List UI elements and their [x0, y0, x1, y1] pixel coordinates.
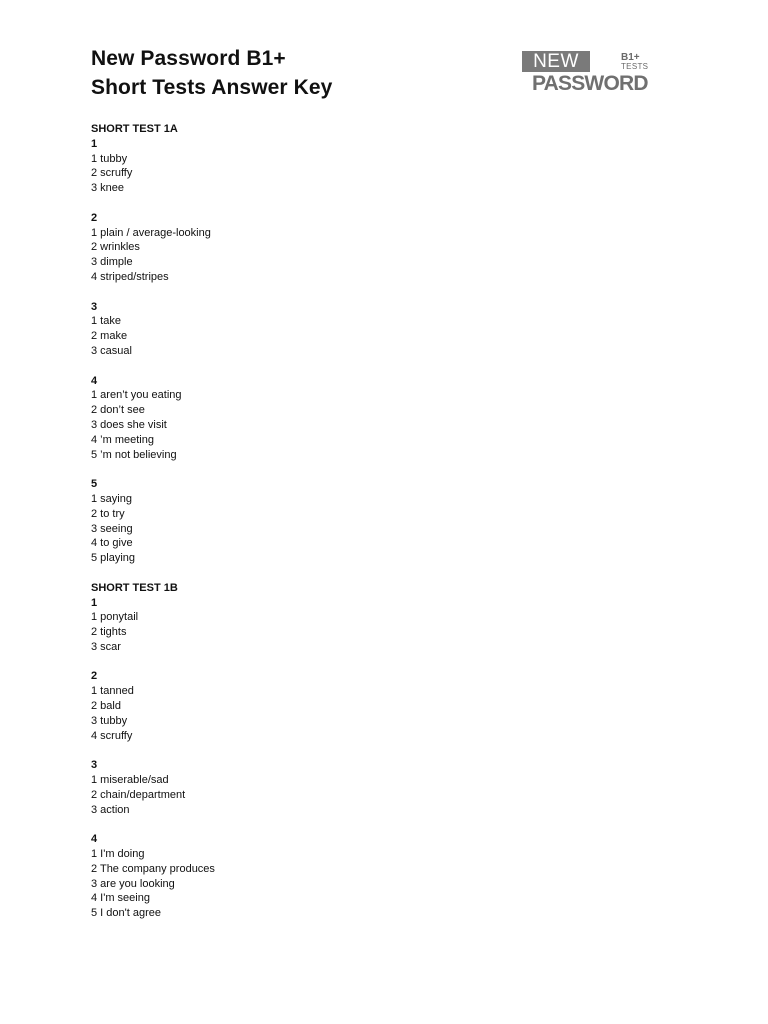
question-number: 3: [91, 300, 98, 313]
answer-line: 5 ’m not believing: [91, 448, 177, 461]
answer-line: 4 ’m meeting: [91, 433, 154, 446]
test-heading: SHORT TEST 1A: [91, 123, 178, 135]
answer-line: 2 tights: [91, 626, 127, 639]
answer-line: 1 saying: [91, 492, 132, 505]
answer-line: 2 make: [91, 330, 128, 343]
question-number: 5: [91, 478, 98, 491]
answer-line: 4 to give: [91, 537, 133, 550]
question-number: 4: [91, 374, 98, 387]
question-block: [91, 669, 511, 743]
answer-line: 1 tanned: [91, 685, 134, 698]
answer-line: 1 aren’t you eating: [91, 389, 182, 402]
answer-line: 1 plain / average-looking: [91, 226, 211, 239]
new-password-logo: [522, 51, 654, 95]
answer-line: 1 tubby: [91, 152, 128, 165]
question-number: 2: [91, 670, 98, 683]
question-block: [91, 137, 511, 196]
short-test-section: [91, 581, 511, 921]
answer-line: 3 dimple: [91, 256, 133, 269]
logo-level-text: B1+: [621, 52, 640, 63]
answer-line: 4 scruffy: [91, 729, 133, 742]
short-test-section: [91, 122, 511, 566]
question-number: 1: [91, 596, 98, 609]
answer-line: 3 tubby: [91, 714, 128, 727]
title-line-1: New Password B1+: [91, 47, 286, 70]
question-block: [91, 300, 511, 359]
question-number: 3: [91, 759, 98, 772]
logo-new-text: NEW: [522, 51, 590, 72]
answer-line: 3 does she visit: [91, 418, 167, 431]
question-number: 1: [91, 137, 98, 150]
question-block: [91, 832, 511, 921]
question-block: [91, 758, 511, 817]
question-block: [91, 211, 511, 285]
answer-line: 3 scar: [91, 640, 121, 653]
document-title: [91, 44, 511, 102]
question-number: 4: [91, 833, 98, 846]
answer-key-page: [91, 44, 511, 936]
answer-line: 1 miserable/sad: [91, 774, 169, 787]
question-block: [91, 374, 511, 463]
answer-line: 2 to try: [91, 507, 125, 520]
question-block: [91, 477, 511, 566]
test-heading: SHORT TEST 1B: [91, 581, 178, 594]
answer-line: 2 wrinkles: [91, 241, 140, 254]
answer-line: 3 seeing: [91, 522, 133, 535]
title-line-2: Short Tests Answer Key: [91, 76, 333, 99]
answer-line: 2 chain/department: [91, 788, 186, 801]
answer-line: 3 casual: [91, 344, 132, 357]
logo-password-text: PASSWORD: [532, 72, 648, 95]
logo-tests-text: TESTS: [621, 62, 649, 71]
answer-line: 1 I'm doing: [91, 848, 145, 861]
answer-line: 3 action: [91, 803, 130, 816]
question-number: 2: [91, 211, 98, 224]
answer-line: 1 ponytail: [91, 611, 139, 624]
answer-line: 1 take: [91, 315, 121, 328]
answer-line: 5 playing: [91, 552, 136, 565]
answer-line: 4 I'm seeing: [91, 892, 150, 905]
answer-line: 5 I don't agree: [91, 907, 161, 920]
question-block: [91, 596, 511, 655]
answer-line: 2 The company produces: [91, 862, 215, 875]
answer-line: 3 knee: [91, 182, 125, 195]
answer-line: 2 don’t see: [91, 404, 145, 417]
answer-line: 2 scruffy: [91, 167, 133, 180]
answer-key-content: [91, 122, 511, 921]
answer-line: 2 bald: [91, 700, 121, 713]
answer-line: 3 are you looking: [91, 877, 175, 890]
answer-line: 4 striped/stripes: [91, 270, 169, 283]
